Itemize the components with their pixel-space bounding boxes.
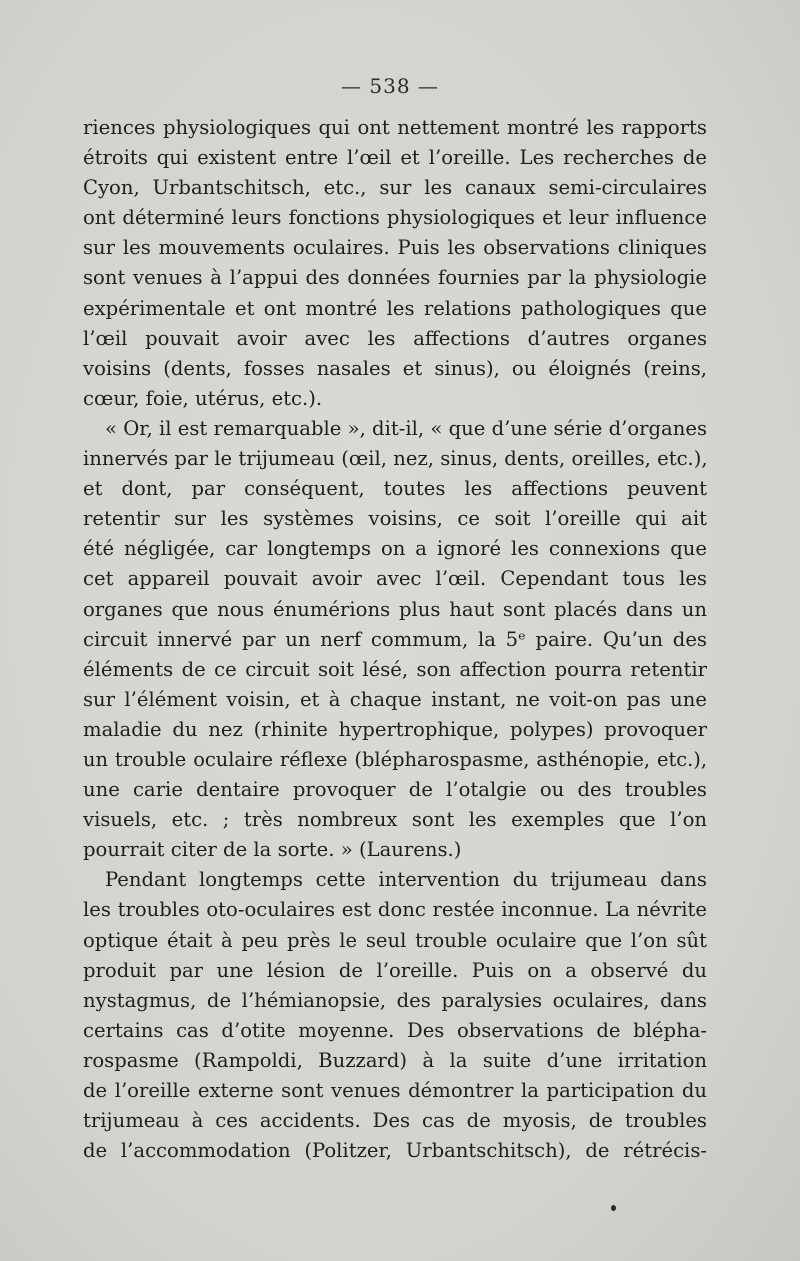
text-line: sur l’élément voisin, et à chaque instant, ne voit-on pas une <box>83 687 707 711</box>
text-line: rospasme (Rampoldi, Buzzard) à la suite d’une irritation <box>83 1048 707 1072</box>
text-line: nystagmus, de l’hémianopsie, des paralysies oculaires, dans <box>83 988 707 1012</box>
text-line: une carie dentaire provoquer de l’otalgie ou des troubles <box>83 778 707 802</box>
text-line: retentir sur les systèmes voisins, ce soit l’oreille qui ait <box>83 507 707 531</box>
text-line: optique était à peu près le seul trouble oculaire que l’on sût <box>83 928 707 952</box>
text-line: étroits qui existent entre l’œil et l’oreille. Les recherches de <box>83 146 707 170</box>
text-line: expérimentale et ont montré les relations pathologiques que <box>83 296 707 320</box>
text-line: les troubles oto-oculaires est donc restée inconnue. La névrite <box>83 898 707 922</box>
text-line: un trouble oculaire réflexe (blépharospasme, asthénopie, etc.), <box>83 747 707 771</box>
text-line: de l’accommodation (Politzer, Urbantschitsch), de rétrécis- <box>83 1139 707 1163</box>
text-line: sur les mouvements oculaires. Puis les observations cliniques <box>83 236 707 260</box>
text-line: l’œil pouvait avoir avec les affections d’autres organes <box>83 326 707 350</box>
text-line: éléments de ce circuit soit lésé, son affection pourra retentir <box>83 657 707 681</box>
text-line: « Or, il est remarquable », dit-il, « que d’une série d’organes <box>105 416 707 440</box>
text-line: de l’oreille externe sont venues démontrer la participation du <box>83 1079 707 1102</box>
text-line: Pendant longtemps cette intervention du trijumeau dans <box>105 868 707 892</box>
text-line: innervés par le trijumeau (œil, nez, sinus, dents, oreilles, etc.), <box>83 447 708 471</box>
text-line: trijumeau à ces accidents. Des cas de myosis, de troubles <box>83 1109 707 1133</box>
text-line: cet appareil pouvait avoir avec l’œil. Cependant tous les <box>83 567 707 591</box>
text-line: cœur, foie, utérus, etc.). <box>83 386 323 410</box>
text-line: certains cas d’otite moyenne. Des observations de blépha- <box>83 1018 707 1042</box>
text-line: produit par une lésion de l’oreille. Puis on a observé du <box>83 958 707 982</box>
text-line: voisins (dents, fosses nasales et sinus), ou éloignés (reins, <box>83 356 707 380</box>
text-line: pourrait citer de la sorte. » (Laurens.) <box>83 838 462 862</box>
ink-speck <box>611 1205 616 1211</box>
text-line: organes que nous énumérions plus haut sont placés dans un <box>83 597 707 621</box>
text-line: maladie du nez (rhinite hypertrophique, polypes) provoquer <box>83 717 707 741</box>
body-text <box>83 113 707 1166</box>
text-line: circuit innervé par un nerf commum, la 5ᵉ paire. Qu’un des <box>83 627 707 651</box>
text-line: sont venues à l’appui des données fournies par la physiologie <box>83 266 707 290</box>
text-line: ont déterminé leurs fonctions physiologiques et leur influence <box>83 206 707 230</box>
text-line: visuels, etc. ; très nombreux sont les exemples que l’on <box>83 808 707 832</box>
text-line: riences physiologiques qui ont nettement montré les rapports <box>83 116 707 139</box>
text-line: été négligée, car longtemps on a ignoré les connexions que <box>83 537 707 561</box>
text-line: Cyon, Urbantschitsch, etc., sur les canaux semi-circulaires <box>83 176 707 200</box>
page-number: — 538 — <box>341 74 439 98</box>
text-line: et dont, par conséquent, toutes les affections peuvent <box>83 477 707 501</box>
